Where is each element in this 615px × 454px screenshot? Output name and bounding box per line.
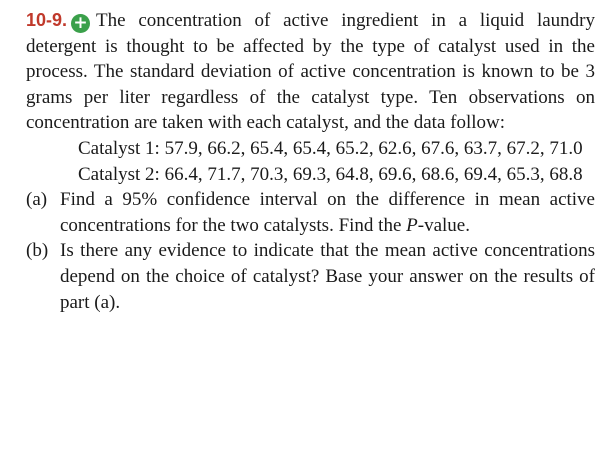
part-b [26,238,595,315]
part-a-text-before: Find a 95% confidence interval on the difference in mean active concentrations for the two catalysts. Find the [60,189,595,236]
problem-number: 10-9. [26,10,68,30]
catalyst-1-values: 57.9, 66.2, 65.4, 65.4, 65.2, 62.6, 67.6, 63.7, 67.2, 71.0 [164,137,583,159]
p-value-italic: P [406,214,418,236]
part-b-label: (b) [26,240,49,262]
part-a-text-after: -value. [417,214,470,236]
problem-parts [26,187,595,315]
part-a-text [60,187,595,238]
catalyst-1-row [78,136,595,162]
plus-circle-icon[interactable]: + [71,14,90,33]
part-b-text: Is there any evidence to indicate that the mean active concentrations depend on the choice of catalyst? Base your answer on the results of part (a). [60,240,595,313]
problem-statement [26,8,595,136]
catalyst-1-label: Catalyst 1: [78,137,160,159]
part-a [26,187,595,238]
part-a-label: (a) [26,189,48,211]
catalyst-2-label: Catalyst 2: [78,163,160,185]
catalyst-2-row [78,162,595,188]
catalyst-2-values: 66.4, 71.7, 70.3, 69.3, 64.8, 69.6, 68.6, 69.4, 65.3, 68.8 [164,163,583,185]
problem-intro: The concentration of active ingredient in a liquid laundry detergent is thought to be affected by the type of catalyst used in the process. The standard deviation of active concentration is known to be 3 grams per liter regardless of the catalyst type. Ten observations on concentration are taken with each catalyst, and the data follow: [26,10,595,134]
catalyst-data [78,136,595,187]
